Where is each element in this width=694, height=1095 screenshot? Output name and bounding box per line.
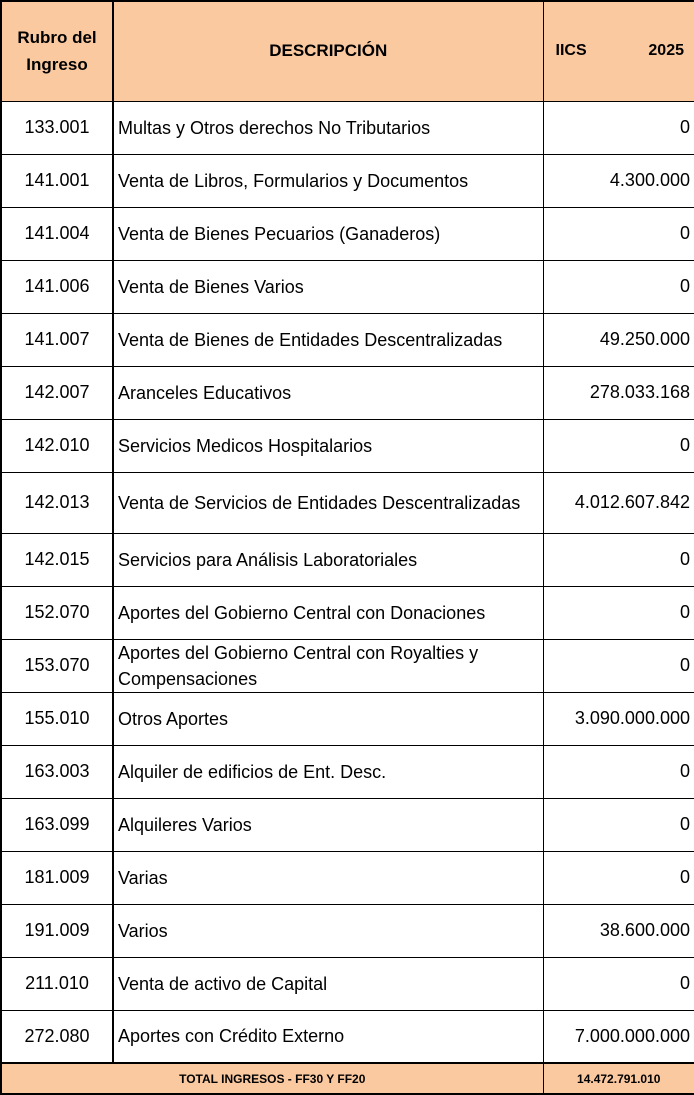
row-description: Venta de Bienes Varios: [113, 260, 543, 313]
row-description: Aranceles Educativos: [113, 366, 543, 419]
row-code: 141.001: [1, 154, 113, 207]
row-code: 141.004: [1, 207, 113, 260]
row-amount: 38.600.000: [543, 904, 694, 957]
row-amount: 4.300.000: [543, 154, 694, 207]
row-code: 142.013: [1, 472, 113, 533]
table-row: [1, 260, 694, 313]
table-row: [1, 419, 694, 472]
row-description: Aportes del Gobierno Central con Donaciones: [113, 586, 543, 639]
row-code: 142.015: [1, 533, 113, 586]
row-description: Venta de Libros, Formularios y Documentos: [113, 154, 543, 207]
table-row: [1, 1010, 694, 1063]
row-amount: 0: [543, 745, 694, 798]
row-code: 211.010: [1, 957, 113, 1010]
row-code: 272.080: [1, 1010, 113, 1063]
row-code: 142.010: [1, 419, 113, 472]
row-code: 191.009: [1, 904, 113, 957]
row-amount: 0: [543, 851, 694, 904]
table-row: [1, 957, 694, 1010]
row-description: Multas y Otros derechos No Tributarios: [113, 101, 543, 154]
row-code: 142.007: [1, 366, 113, 419]
header-descripcion: DESCRIPCIÓN: [113, 1, 543, 101]
row-code: 163.003: [1, 745, 113, 798]
row-amount: 0: [543, 957, 694, 1010]
row-code: 181.009: [1, 851, 113, 904]
row-description: Varias: [113, 851, 543, 904]
row-description: Varios: [113, 904, 543, 957]
row-code: 155.010: [1, 692, 113, 745]
row-amount: 0: [543, 260, 694, 313]
table-row: [1, 904, 694, 957]
row-amount: 0: [543, 419, 694, 472]
total-label: TOTAL INGRESOS - FF30 Y FF20: [1, 1063, 543, 1094]
row-description: Venta de Bienes Pecuarios (Ganaderos): [113, 207, 543, 260]
table-row: [1, 154, 694, 207]
row-amount: 3.090.000.000: [543, 692, 694, 745]
row-description: Alquileres Varios: [113, 798, 543, 851]
header-rubro: Rubro del Ingreso: [1, 1, 113, 101]
total-amount: 14.472.791.010: [543, 1063, 694, 1094]
row-description: Venta de activo de Capital: [113, 957, 543, 1010]
table-row: [1, 533, 694, 586]
table-row: [1, 207, 694, 260]
row-amount: 4.012.607.842: [543, 472, 694, 533]
row-description: Aportes del Gobierno Central con Royalties y Compensaciones: [113, 639, 543, 692]
row-code: 141.007: [1, 313, 113, 366]
table-row: [1, 798, 694, 851]
row-code: 133.001: [1, 101, 113, 154]
row-amount: 278.033.168: [543, 366, 694, 419]
row-code: 153.070: [1, 639, 113, 692]
row-amount: 49.250.000: [543, 313, 694, 366]
row-code: 141.006: [1, 260, 113, 313]
row-amount: 0: [543, 798, 694, 851]
row-description: Alquiler de edificios de Ent. Desc.: [113, 745, 543, 798]
table-row: [1, 472, 694, 533]
row-amount: 0: [543, 207, 694, 260]
table-row: [1, 639, 694, 692]
row-amount: 0: [543, 533, 694, 586]
table-header-row: [1, 1, 694, 101]
table-row: [1, 692, 694, 745]
table-row: [1, 586, 694, 639]
row-description: Otros Aportes: [113, 692, 543, 745]
row-amount: 0: [543, 586, 694, 639]
row-description: Aportes con Crédito Externo: [113, 1010, 543, 1063]
header-year-label: 2025: [648, 42, 684, 60]
row-description: Servicios para Análisis Laboratoriales: [113, 533, 543, 586]
table-row: [1, 851, 694, 904]
table-row: [1, 101, 694, 154]
table-row: [1, 313, 694, 366]
table-row: [1, 745, 694, 798]
row-description: Venta de Bienes de Entidades Descentralizadas: [113, 313, 543, 366]
row-code: 152.070: [1, 586, 113, 639]
row-amount: 0: [543, 639, 694, 692]
row-amount: 0: [543, 101, 694, 154]
table-row: [1, 366, 694, 419]
total-row: [1, 1063, 694, 1094]
header-iics-2025: [543, 1, 694, 101]
row-amount: 7.000.000.000: [543, 1010, 694, 1063]
row-code: 163.099: [1, 798, 113, 851]
row-description: Venta de Servicios de Entidades Descentralizadas: [113, 472, 543, 533]
row-description: Servicios Medicos Hospitalarios: [113, 419, 543, 472]
header-iics-label: IICS: [555, 42, 587, 60]
